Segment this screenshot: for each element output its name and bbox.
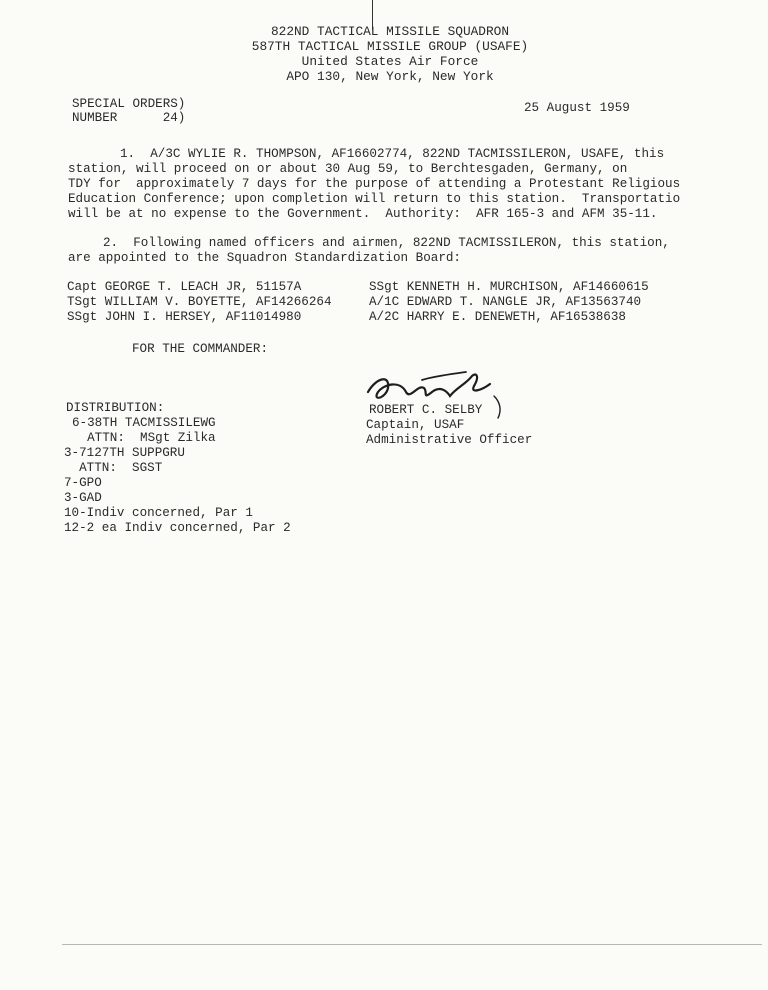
para1-line: Education Conference; upon completion will return to this station. Transportatio [68,192,681,206]
distribution-line: 3-GAD [64,491,102,505]
board-member: SSgt JOHN I. HERSEY, AF11014980 [67,310,302,324]
board-member: Capt GEORGE T. LEACH JR, 51157A [67,280,302,294]
distribution-line: 3-7127TH SUPPGRU [64,446,185,460]
para1-line: station, will proceed on or about 30 Aug 59, to Berchtesgaden, Germany, on [68,162,628,176]
distribution-line: 7-GPO [64,476,102,490]
page-bottom-rule [62,944,762,945]
distribution-line: ATTN: SGST [64,461,163,475]
header-group: 587TH TACTICAL MISSILE GROUP (USAFE) [251,39,529,54]
para2-line: 2. Following named officers and airmen, 822ND TACMISSILERON, this station, [103,236,670,250]
signer-rank: Captain, USAF [366,418,465,432]
distribution-line: ATTN: MSgt Zilka [72,431,216,445]
for-the-commander: FOR THE COMMANDER: [132,342,269,356]
distribution-line: 12-2 ea Indiv concerned, Par 2 [64,521,291,535]
board-member: A/1C EDWARD T. NANGLE JR, AF13563740 [369,295,642,309]
order-number: NUMBER 24) [72,111,186,125]
board-member: SSgt KENNETH H. MURCHISON, AF14660615 [369,280,649,294]
para2-line: are appointed to the Squadron Standardization Board: [68,251,461,265]
header-air-force: United States Air Force [301,54,479,69]
distribution-heading: DISTRIBUTION: [66,401,165,415]
board-member: A/2C HARRY E. DENEWETH, AF16538638 [369,310,626,324]
para1-line: will be at no expense to the Government. Authority: AFR 165-3 and AFM 35-11. [68,207,658,221]
distribution-line: 6-38TH TACMISSILEWG [72,416,216,430]
signer-name: ROBERT C. SELBY [369,403,483,417]
special-orders-label: SPECIAL ORDERS) [72,97,186,111]
signer-title: Administrative Officer [366,433,533,447]
distribution-line: 10-Indiv concerned, Par 1 [64,506,253,520]
header-squadron: 822ND TACTICAL MISSILE SQUADRON [270,24,510,39]
para1-line: 1. A/3C WYLIE R. THOMPSON, AF16602774, 822ND TACMISSILERON, USAFE, this [120,147,665,161]
board-member: TSgt WILLIAM V. BOYETTE, AF14266264 [67,295,332,309]
order-date: 25 August 1959 [524,101,630,115]
para1-line: TDY for approximately 7 days for the purpose of attending a Protestant Religious [68,177,681,191]
header-apo: APO 130, New York, New York [286,69,494,84]
